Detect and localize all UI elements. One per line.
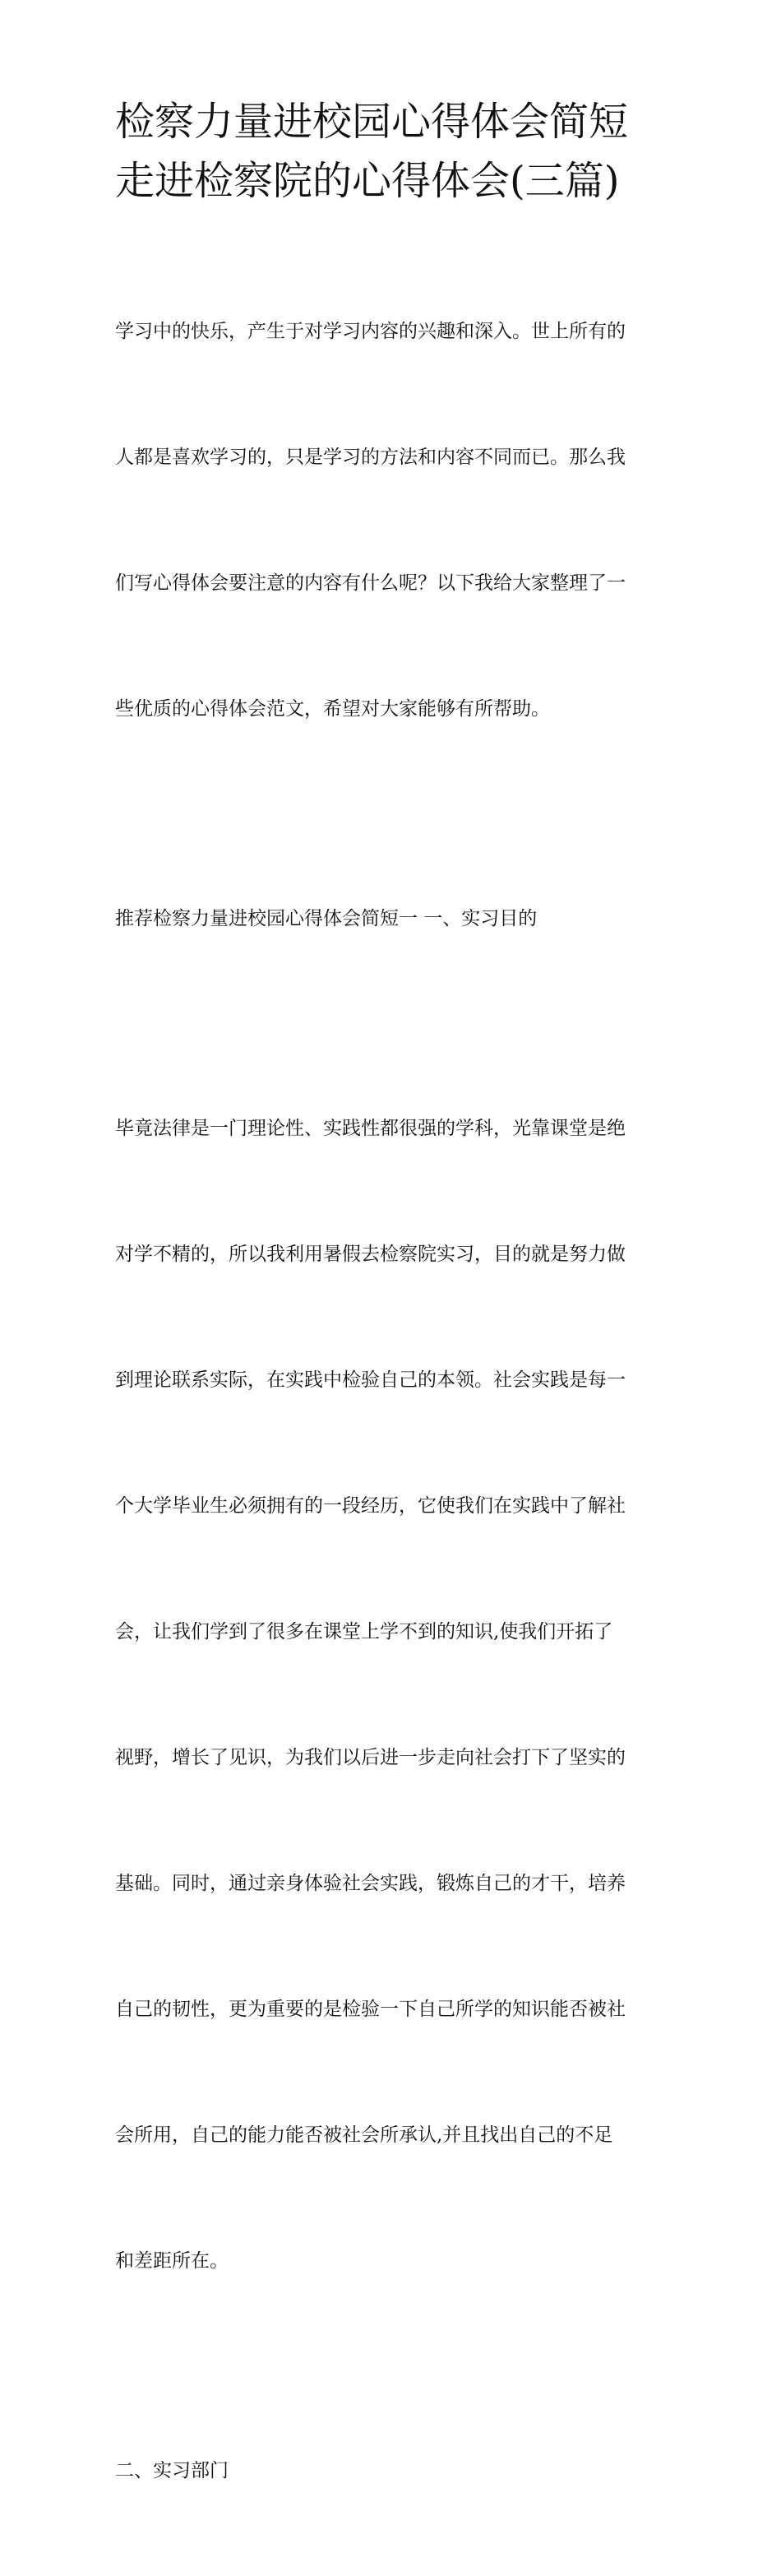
- title-line-2: 走进检察院的心得体会(三篇): [115, 158, 620, 204]
- recommend-heading-text: 推荐检察力量进校园心得体会简短一 一、实习目的: [115, 908, 538, 929]
- section1-line: 自己的韧性，更为重要的是检验一下自己所学的知识能否被社: [115, 1999, 626, 2020]
- section1-line: 基础。同时，通过亲身体验社会实践，锻炼自己的才干，培养: [115, 1873, 626, 1894]
- section1-line: 视野，增长了见识，为我们以后进一步走向社会打下了坚实的: [115, 1747, 626, 1768]
- section1-line: 和差距所在。: [115, 2250, 229, 2272]
- section1-line: 会所用，自己的能力能否被社会所承认,并且找出自己的不足: [115, 2124, 613, 2146]
- section1-line: 会，让我们学到了很多在课堂上学不到的知识,使我们开拓了: [115, 1621, 613, 1642]
- page-title: [115, 92, 674, 211]
- intro-line: 些优质的心得体会范文，希望对大家能够有所帮助。: [115, 698, 550, 720]
- document-body: [115, 227, 674, 2576]
- recommend-heading: [115, 814, 674, 1024]
- section1-line: 毕竟法律是一门理论性、实践性都很强的学科，光靠课堂是绝: [115, 1118, 626, 1139]
- intro-paragraph: [115, 227, 674, 814]
- section1-paragraph: [115, 1024, 674, 2366]
- intro-line: 人都是喜欢学习的，只是学习的方法和内容不同而已。那么我: [115, 447, 626, 468]
- intro-line: 学习中的快乐，产生于对学习内容的兴趣和深入。世上所有的: [115, 321, 626, 342]
- section1-line: 到理论联系实际，在实践中检验自己的本领。社会实践是每一: [115, 1369, 626, 1391]
- section2-heading: [115, 2366, 674, 2576]
- title-line-1: 检察力量进校园心得体会简短: [115, 99, 629, 145]
- section1-line: 个大学毕业生必须拥有的一段经历，它使我们在实践中了解社: [115, 1495, 626, 1517]
- section2-heading-text: 二、实习部门: [115, 2460, 229, 2481]
- section1-line: 对学不精的，所以我利用暑假去检察院实习，目的就是努力做: [115, 1244, 626, 1265]
- intro-line: 们写心得体会要注意的内容有什么呢？以下我给大家整理了一: [115, 572, 626, 594]
